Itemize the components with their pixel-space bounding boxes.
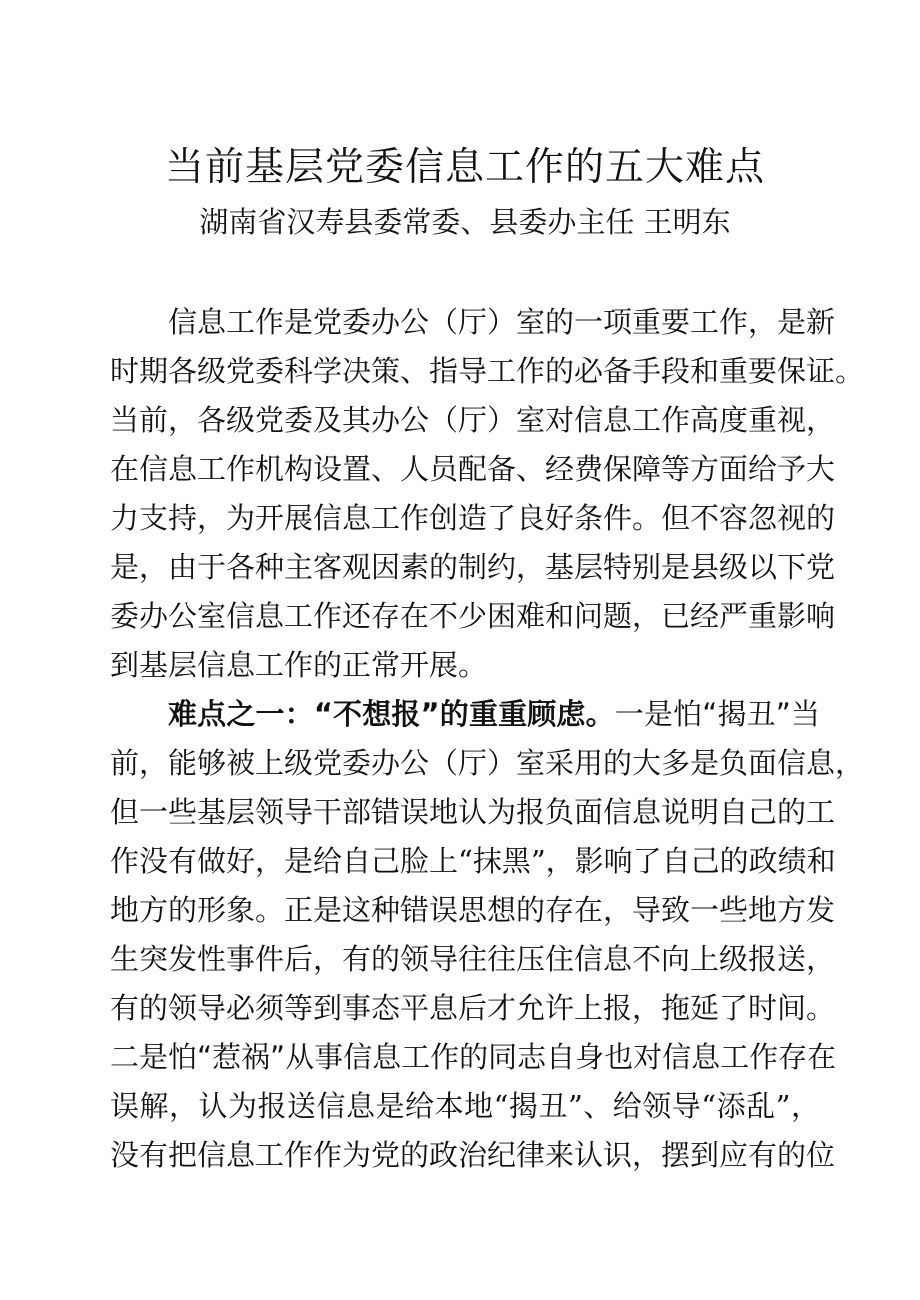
point-one-label: 一是怕“揭丑”当 [614,697,820,731]
document-title: 当前基层党委信息工作的五大难点 [164,145,765,190]
paragraph-line: 是，由于各种主客观因素的制约，基层特别是县级以下党 [110,550,836,584]
difficulty-heading-line [110,690,820,739]
paragraph-line: 信息工作是党委办公（厅）室的一项重要工作，是新 [168,305,836,339]
document-body [110,298,865,1180]
point-two-label: 二是怕“惹祸” [110,1040,286,1074]
paragraph-line: 误解，认为报送信息是给本地“揭丑”、给领导“添乱”， [110,1089,820,1123]
paragraph-line: 地方的形象。正是这种错误思想的存在，导致一些地方发 [110,893,836,927]
paragraph-line: 到基层信息工作的正常开展。 [110,648,488,682]
difficulty-heading-rest: 的重重顾虑。 [439,697,615,731]
paragraph-line: 生突发性事件后，有的领导往往压住信息不向上级报送， [110,942,836,976]
point-two-line [110,1033,837,1082]
paragraph-line: 委办公室信息工作还存在不少困难和问题，已经严重影响 [110,599,836,633]
paragraph-line: 前，能够被上级党委办公（厅）室采用的大多是负面信息， [110,746,865,780]
paragraph-line: 有的领导必须等到事态平息后才允许上报，拖延了时间。 [110,991,836,1025]
paragraph-line: 但一些基层领导干部错误地认为报负面信息说明自己的工 [110,795,836,829]
author-line: 湖南省汉寿县委常委、县委办主任 王明东 [199,205,731,239]
difficulty-heading: 难点之一：“不想报” [168,697,440,731]
paragraph-line: 在信息工作机构设置、人员配备、经费保障等方面给予大 [110,452,836,486]
paragraph-line: 没有把信息工作作为党的政治纪律来认识，摆到应有的位 [110,1138,836,1172]
paragraph-line: 力支持，为开展信息工作创造了良好条件。但不容忽视的 [110,501,836,535]
paragraph-line: 作没有做好，是给自己脸上“抹黑”，影响了自己的政绩和 [110,844,836,878]
paragraph-line: 当前，各级党委及其办公（厅）室对信息工作高度重视， [110,403,836,437]
point-two-text: 从事信息工作的同志自身也对信息工作存在 [285,1040,837,1074]
paragraph-line: 时期各级党委科学决策、指导工作的必备手段和重要保证。 [110,354,865,388]
